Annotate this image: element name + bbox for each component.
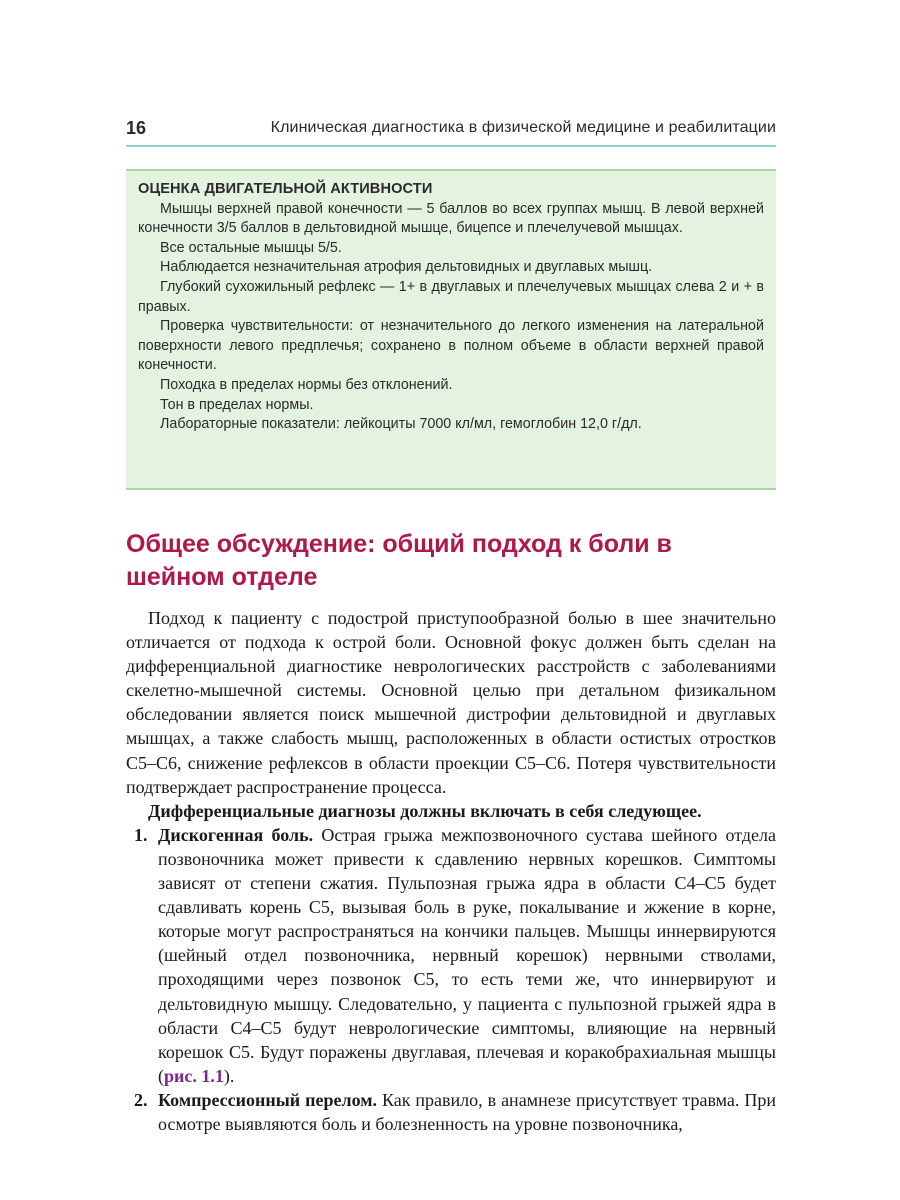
box-paragraph: Тон в пределах нормы.: [160, 396, 314, 413]
box-paragraph: Глубокий сухожильный рефлекс — 1+ в двуглавых и плечелучевых мышцах слева 2 и + в правых.: [138, 278, 764, 315]
running-title: Клиническая диагностика в физической медицине и реабилитации: [270, 119, 776, 136]
item-text: Как правило, в анамнезе присутствует травма. При осмотре выявляются боль и болезненность на уровне позвоночника,: [158, 1089, 776, 1134]
header-divider: [126, 145, 776, 147]
item-text: Острая грыжа межпозвоночного сустава шейного отдела позвоночника может привести к сдавлению нервных корешков. Симптомы зависят от степени сжатия. Пульпозная грыжа ядра в области C4–C5 будет сдавливать корень C5, вызывая боль в руке, покалывание и жжение в корне, которые могут распространяться на кончики пальцев. Мышцы иннервируются (шейный отдел позвоночника, нервный корешок) нервными стволами, проходящими через позвонок C5, то есть теми же, что иннервируют и дельтовидную мышцу. Следовательно, у пациента с пульпозной грыжей ядра в области C4–C5 будут неврологические симптомы, влияющие на нервный корешок C5. Будут поражены двуглавая, плечевая и коракобрахиальная мышцы: [158, 824, 776, 1062]
paren-close: ).: [223, 1065, 235, 1086]
list-item-compression-fracture: [126, 1088, 776, 1136]
intro-paragraph: Подход к пациенту с подострой приступообразной болью в шее значительно отличается от подхода к острой боли. Основной фокус должен быть сделан на дифференциальной диагностике неврологических расстройств с заболеваниями скелетно-мышечной системы. Основной целью при детальном физикальном обследовании является поиск мышечной дистрофии дельтовидной и двуглавых мышцах, а также слабость мышц, расположенных в области остистых отростков C5–C6, снижение рефлексов в области проекции C5–C6. Потеря чувствительности подтверждает распространение процесса.: [126, 608, 776, 797]
item-title: Компрессионный перелом.: [158, 1089, 378, 1110]
section-heading: Общее обсуждение: общий подход к боли в шейном отделе: [126, 530, 672, 591]
differential-diagnoses-lead: Дифференциальные диагнозы должны включать в себя следующее.: [148, 800, 702, 821]
box-heading: ОЦЕНКА ДВИГАТЕЛЬНОЙ АКТИВНОСТИ: [138, 181, 433, 197]
body-text: [126, 606, 776, 1136]
box-paragraph: Мышцы верхней правой конечности — 5 баллов во всех группах мышц. В левой верхней конечности 3/5 баллов в дельтовидной мышце, бицепсе и плечелучевой мышцах.: [138, 200, 764, 237]
box-paragraph: Наблюдается незначительная атрофия дельтовидных и двуглавых мышц.: [160, 259, 653, 276]
motor-assessment-box: [126, 169, 776, 490]
figure-reference-link[interactable]: рис. 1.1: [164, 1065, 224, 1086]
list-number: 2.: [134, 1089, 148, 1110]
box-paragraph: Лабораторные показатели: лейкоциты 7000 кл/мл, гемоглобин 12,0 г/дл.: [160, 416, 642, 433]
item-title: Дискогенная боль.: [158, 824, 314, 845]
list-number: 1.: [134, 824, 148, 845]
page-number: 16: [126, 118, 147, 138]
page-header: [126, 116, 776, 148]
box-paragraph: Все остальные мышцы 5/5.: [160, 239, 342, 256]
paren-open: (: [158, 1065, 164, 1086]
list-item-discogenic-pain: [126, 823, 776, 1088]
box-paragraph: Проверка чувствительности: от незначительного до легкого изменения на латеральной поверхности левого предплечья; сохранено в полном объеме в области верхней правой конечности.: [138, 318, 764, 374]
box-paragraph: Походка в пределах нормы без отклонений.: [160, 376, 453, 393]
